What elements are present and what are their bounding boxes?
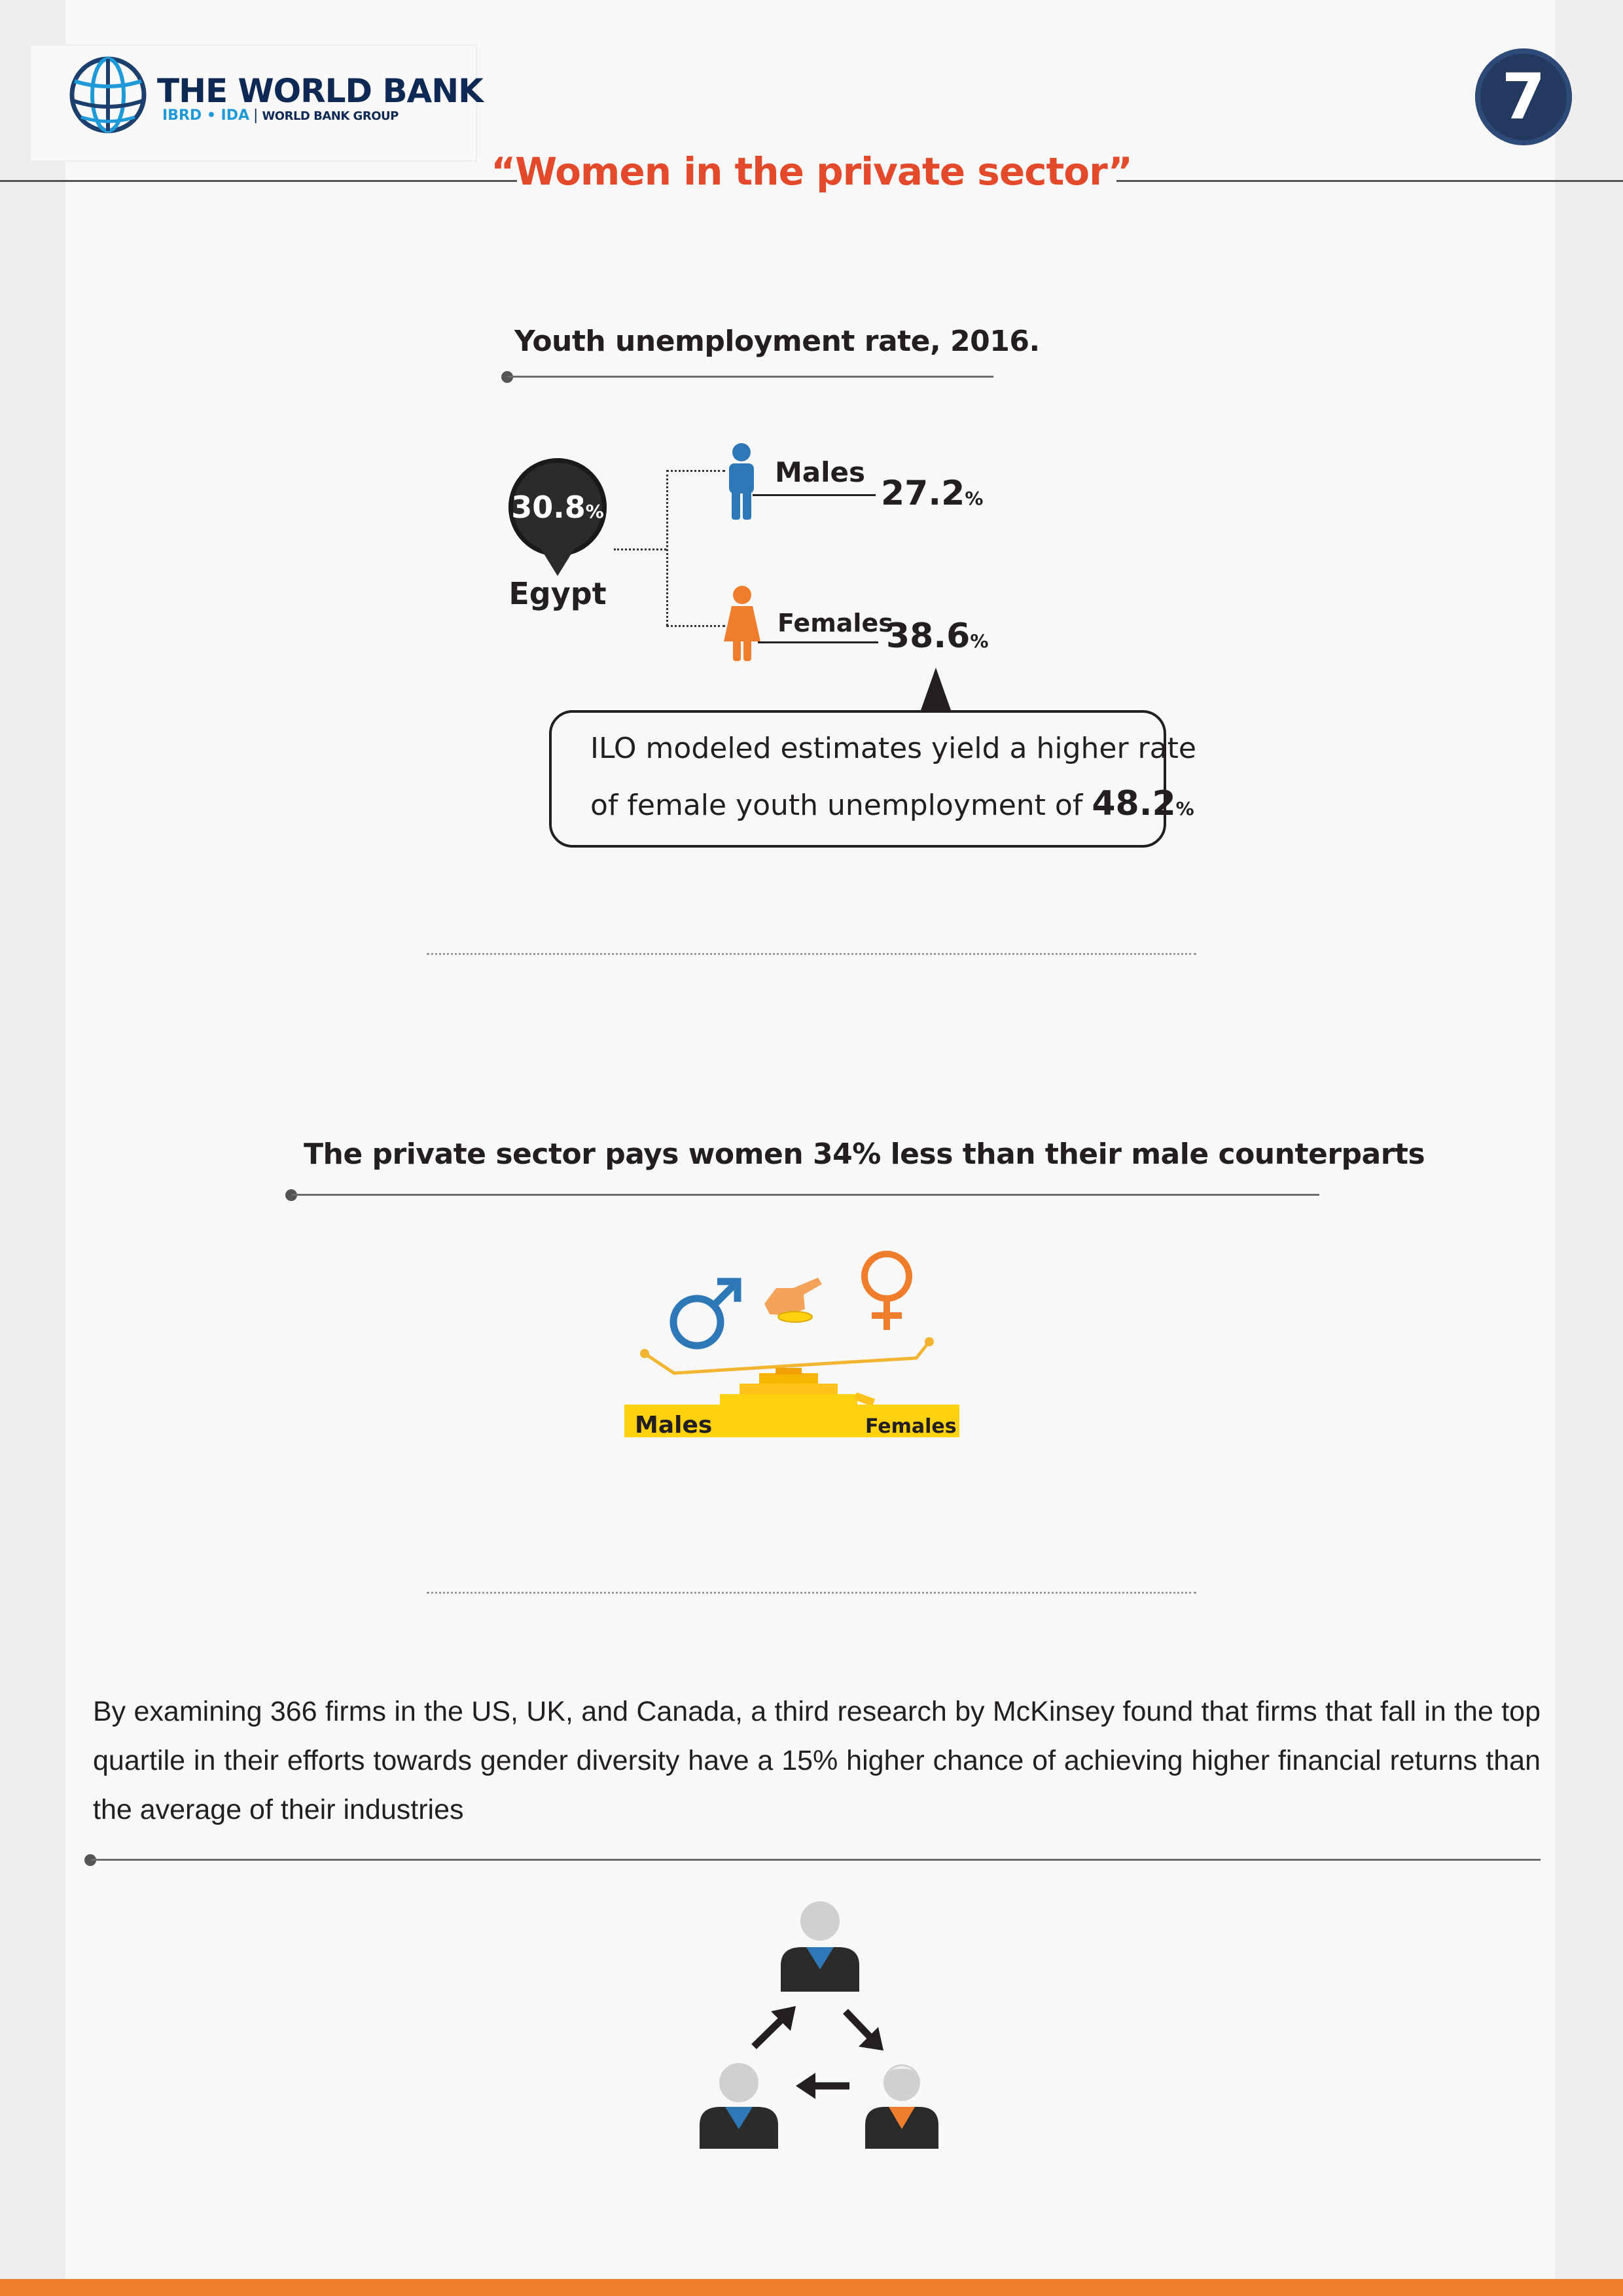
businessman-icon bbox=[781, 1901, 859, 1992]
females-rate bbox=[886, 617, 988, 656]
section-separator-2 bbox=[427, 1592, 1196, 1594]
male-person-icon bbox=[725, 442, 758, 521]
page-title: “Women in the private sector” bbox=[491, 149, 1132, 194]
males-underline bbox=[753, 494, 876, 496]
arrow-icon bbox=[796, 2073, 849, 2099]
arrow-icon bbox=[754, 2006, 796, 2047]
businessman-icon bbox=[700, 2063, 778, 2149]
youth-section-title: Youth unemployment rate, 2016. bbox=[514, 325, 1040, 358]
pin-tail bbox=[541, 548, 575, 576]
youth-title-rule bbox=[508, 376, 993, 378]
callout-value: 48.2 bbox=[1092, 784, 1176, 823]
logo-title: THE WORLD BANK bbox=[157, 72, 483, 110]
callout-line-1: ILO modeled estimates yield a higher rate bbox=[590, 732, 1196, 765]
egypt-rate-unit: % bbox=[585, 501, 604, 522]
arrow-icon bbox=[846, 2011, 883, 2051]
team-cycle-illustration bbox=[694, 1901, 942, 2150]
female-symbol-icon bbox=[865, 1254, 909, 1330]
connector-to-females bbox=[666, 625, 725, 627]
logo-sub-separator: | bbox=[253, 107, 259, 124]
diversity-paragraph: By examining 366 firms in the US, UK, and Canada, a third research by McKinsey found that firms that fall in the top quartile in their efforts towards gender diversity have a 15% higher chance of achieving higher financial returns than the average of their industries bbox=[93, 1696, 1541, 1825]
male-symbol-icon bbox=[673, 1282, 738, 1346]
globe-icon bbox=[68, 55, 148, 135]
callout-line-2-text: of female youth unemployment of bbox=[590, 789, 1083, 822]
coin-stack-icon bbox=[720, 1368, 875, 1407]
scale-males-label: Males bbox=[635, 1412, 713, 1439]
connector-h bbox=[614, 548, 666, 550]
logo-subtitle bbox=[162, 107, 399, 124]
pay-gap-rule bbox=[292, 1194, 1319, 1196]
footer-accent-bar bbox=[0, 2279, 1623, 2296]
connector-to-males bbox=[666, 470, 725, 472]
males-rate-value: 27.2 bbox=[881, 474, 965, 513]
males-label: Males bbox=[775, 456, 866, 488]
egypt-rate-value: 30.8 bbox=[511, 490, 586, 525]
females-rate-value: 38.6 bbox=[886, 617, 971, 656]
logo-sub-group: WORLD BANK GROUP bbox=[262, 109, 399, 123]
females-rate-unit: % bbox=[970, 630, 989, 652]
page-number-badge: 7 bbox=[1475, 48, 1572, 145]
males-rate-unit: % bbox=[965, 488, 984, 509]
diversity-rule bbox=[91, 1859, 1541, 1861]
females-underline bbox=[758, 641, 878, 643]
callout-line-2 bbox=[590, 784, 1194, 823]
female-person-icon bbox=[722, 585, 762, 662]
males-rate bbox=[881, 474, 983, 513]
scale-females-label: Females bbox=[865, 1415, 957, 1438]
hand-coin-icon bbox=[764, 1278, 822, 1322]
pay-gap-title: The private sector pays women 34% less than their male counterparts bbox=[304, 1138, 1425, 1171]
ilo-callout-box bbox=[549, 710, 1166, 848]
businesswoman-icon bbox=[865, 2064, 938, 2149]
country-label: Egypt bbox=[508, 576, 607, 611]
callout-pointer bbox=[920, 668, 952, 712]
logo-sub-ibrd: IBRD • IDA bbox=[162, 107, 250, 124]
connector-v bbox=[666, 470, 668, 626]
callout-value-wrap bbox=[1092, 784, 1194, 823]
callout-unit: % bbox=[1175, 798, 1194, 819]
females-label: Females bbox=[777, 609, 893, 637]
egypt-rate-pin bbox=[508, 458, 607, 556]
section-separator-1 bbox=[427, 953, 1196, 955]
